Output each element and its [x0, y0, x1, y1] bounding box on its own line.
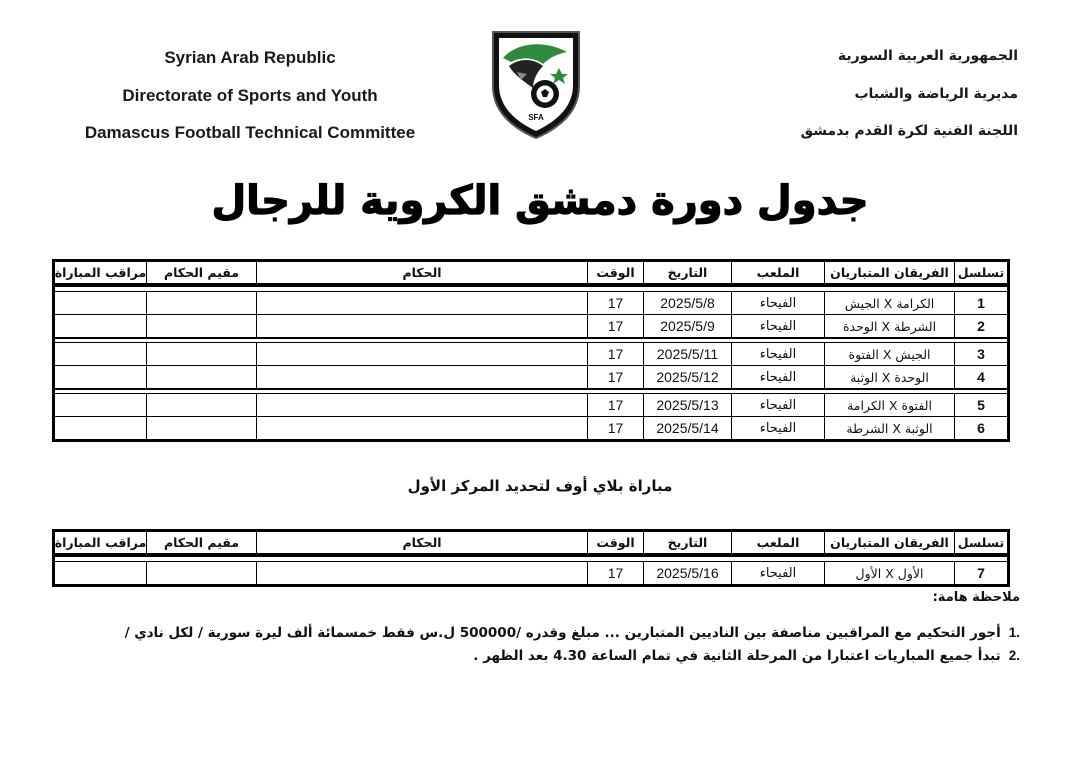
header-ar-line1: الجمهورية العربية السورية: [837, 48, 1018, 64]
cell-observer: [55, 417, 146, 439]
cell-referee-host: [146, 562, 256, 584]
cell-teams: الشرطة X الوحدة: [824, 315, 954, 337]
note-item: [125, 625, 1020, 641]
col-date: التاريخ: [643, 532, 731, 553]
cell-time: 17: [587, 562, 643, 584]
col-teams: الفريقان المتباريان: [824, 262, 954, 283]
cell-referees: [256, 394, 587, 416]
col-referee-host: مقيم الحكام: [146, 262, 256, 283]
cell-referee-host: [146, 343, 256, 365]
cell-serial: 6: [954, 417, 1007, 439]
playoff-table: [52, 529, 1010, 587]
cell-teams: الكرامة X الجيش: [824, 292, 954, 314]
header-en-line3: Damascus Football Technical Committee: [84, 123, 416, 142]
table-row: [55, 292, 1007, 315]
cell-date: 2025/5/8: [643, 292, 731, 314]
cell-serial: 1: [954, 292, 1007, 314]
cell-referees: [256, 343, 587, 365]
table-row: [55, 417, 1007, 439]
cell-date: 2025/5/12: [643, 366, 731, 388]
cell-serial: 5: [954, 394, 1007, 416]
cell-time: 17: [587, 394, 643, 416]
cell-venue: الفيحاء: [731, 562, 824, 584]
cell-venue: الفيحاء: [731, 292, 824, 314]
header-ar-line2: مديرية الرياضة والشباب: [854, 86, 1018, 102]
cell-venue: الفيحاء: [731, 394, 824, 416]
cell-serial: 4: [954, 366, 1007, 388]
col-referee-host: مقيم الحكام: [146, 532, 256, 553]
cell-time: 17: [587, 315, 643, 337]
cell-venue: الفيحاء: [731, 366, 824, 388]
col-serial: تسلسل: [954, 262, 1007, 283]
cell-observer: [55, 292, 146, 314]
col-observer: مراقب المباراة: [55, 535, 146, 550]
note-number: .1: [1008, 625, 1020, 640]
playoff-title: مباراة بلاي أوف لتحديد المركز الأول: [407, 477, 673, 495]
table-header: [55, 532, 1007, 556]
cell-venue: الفيحاء: [731, 315, 824, 337]
logo-text: SFA: [528, 113, 544, 122]
note-number: .2: [1008, 648, 1020, 663]
cell-referees: [256, 562, 587, 584]
cell-observer: [55, 343, 146, 365]
cell-serial: 2: [954, 315, 1007, 337]
cell-date: 2025/5/9: [643, 315, 731, 337]
note-text: أجور التحكيم مع المراقبين مناصفة بين الناديين المتبارين ... مبلغ وقدره /500000 ل.س فقط خمسمائة ألف ليرة سورية / لكل نادي /: [124, 625, 1001, 641]
notes-title: ملاحظة هامة:: [932, 590, 1020, 605]
page-title: جدول دورة دمشق الكروية للرجال: [211, 178, 869, 224]
table-row: [55, 394, 1007, 417]
cell-observer: [55, 394, 146, 416]
col-serial: تسلسل: [954, 532, 1007, 553]
cell-venue: الفيحاء: [731, 343, 824, 365]
col-venue: الملعب: [731, 262, 824, 283]
cell-serial: 7: [954, 562, 1007, 584]
col-date: التاريخ: [643, 262, 731, 283]
cell-observer: [55, 562, 146, 584]
cell-time: 17: [587, 366, 643, 388]
cell-referee-host: [146, 292, 256, 314]
note-item: [473, 648, 1020, 664]
header-en-line2: Directorate of Sports and Youth: [122, 86, 378, 105]
col-observer: مراقب المباراة: [55, 265, 146, 280]
cell-time: 17: [587, 417, 643, 439]
table-header: [55, 262, 1007, 286]
cell-time: 17: [587, 292, 643, 314]
cell-referees: [256, 315, 587, 337]
table-row: [55, 343, 1007, 366]
cell-teams: الأول X الأول: [824, 562, 954, 584]
header-en-line1: Syrian Arab Republic: [164, 48, 336, 67]
table-row: [55, 562, 1007, 584]
cell-venue: الفيحاء: [731, 417, 824, 439]
cell-time: 17: [587, 343, 643, 365]
cell-date: 2025/5/11: [643, 343, 731, 365]
cell-date: 2025/5/14: [643, 417, 731, 439]
cell-serial: 3: [954, 343, 1007, 365]
cell-referees: [256, 292, 587, 314]
cell-date: 2025/5/13: [643, 394, 731, 416]
schedule-table: [52, 259, 1010, 442]
cell-referee-host: [146, 394, 256, 416]
header-ar-line3: اللجنة الفنية لكرة القدم بدمشق: [800, 123, 1018, 139]
col-venue: الملعب: [731, 532, 824, 553]
cell-teams: الجيش X الفتوة: [824, 343, 954, 365]
col-referees: الحكام: [256, 532, 587, 553]
col-teams: الفريقان المتباريان: [824, 532, 954, 553]
table-row: [55, 366, 1007, 388]
cell-teams: الفتوة X الكرامة: [824, 394, 954, 416]
note-text: تبدأ جميع المباريات اعتبارا من المرحلة الثانية في تمام الساعة 4.30 بعد الظهر .: [473, 648, 1001, 664]
cell-referee-host: [146, 417, 256, 439]
cell-observer: [55, 315, 146, 337]
cell-referees: [256, 366, 587, 388]
cell-date: 2025/5/16: [643, 562, 731, 584]
cell-teams: الوثبة X الشرطة: [824, 417, 954, 439]
cell-referee-host: [146, 366, 256, 388]
sfa-logo-icon: [487, 28, 585, 140]
cell-observer: [55, 366, 146, 388]
col-time: الوقت: [587, 262, 643, 283]
cell-referee-host: [146, 315, 256, 337]
cell-referees: [256, 417, 587, 439]
col-referees: الحكام: [256, 262, 587, 283]
cell-teams: الوحدة X الوثبة: [824, 366, 954, 388]
col-time: الوقت: [587, 532, 643, 553]
table-row: [55, 315, 1007, 337]
